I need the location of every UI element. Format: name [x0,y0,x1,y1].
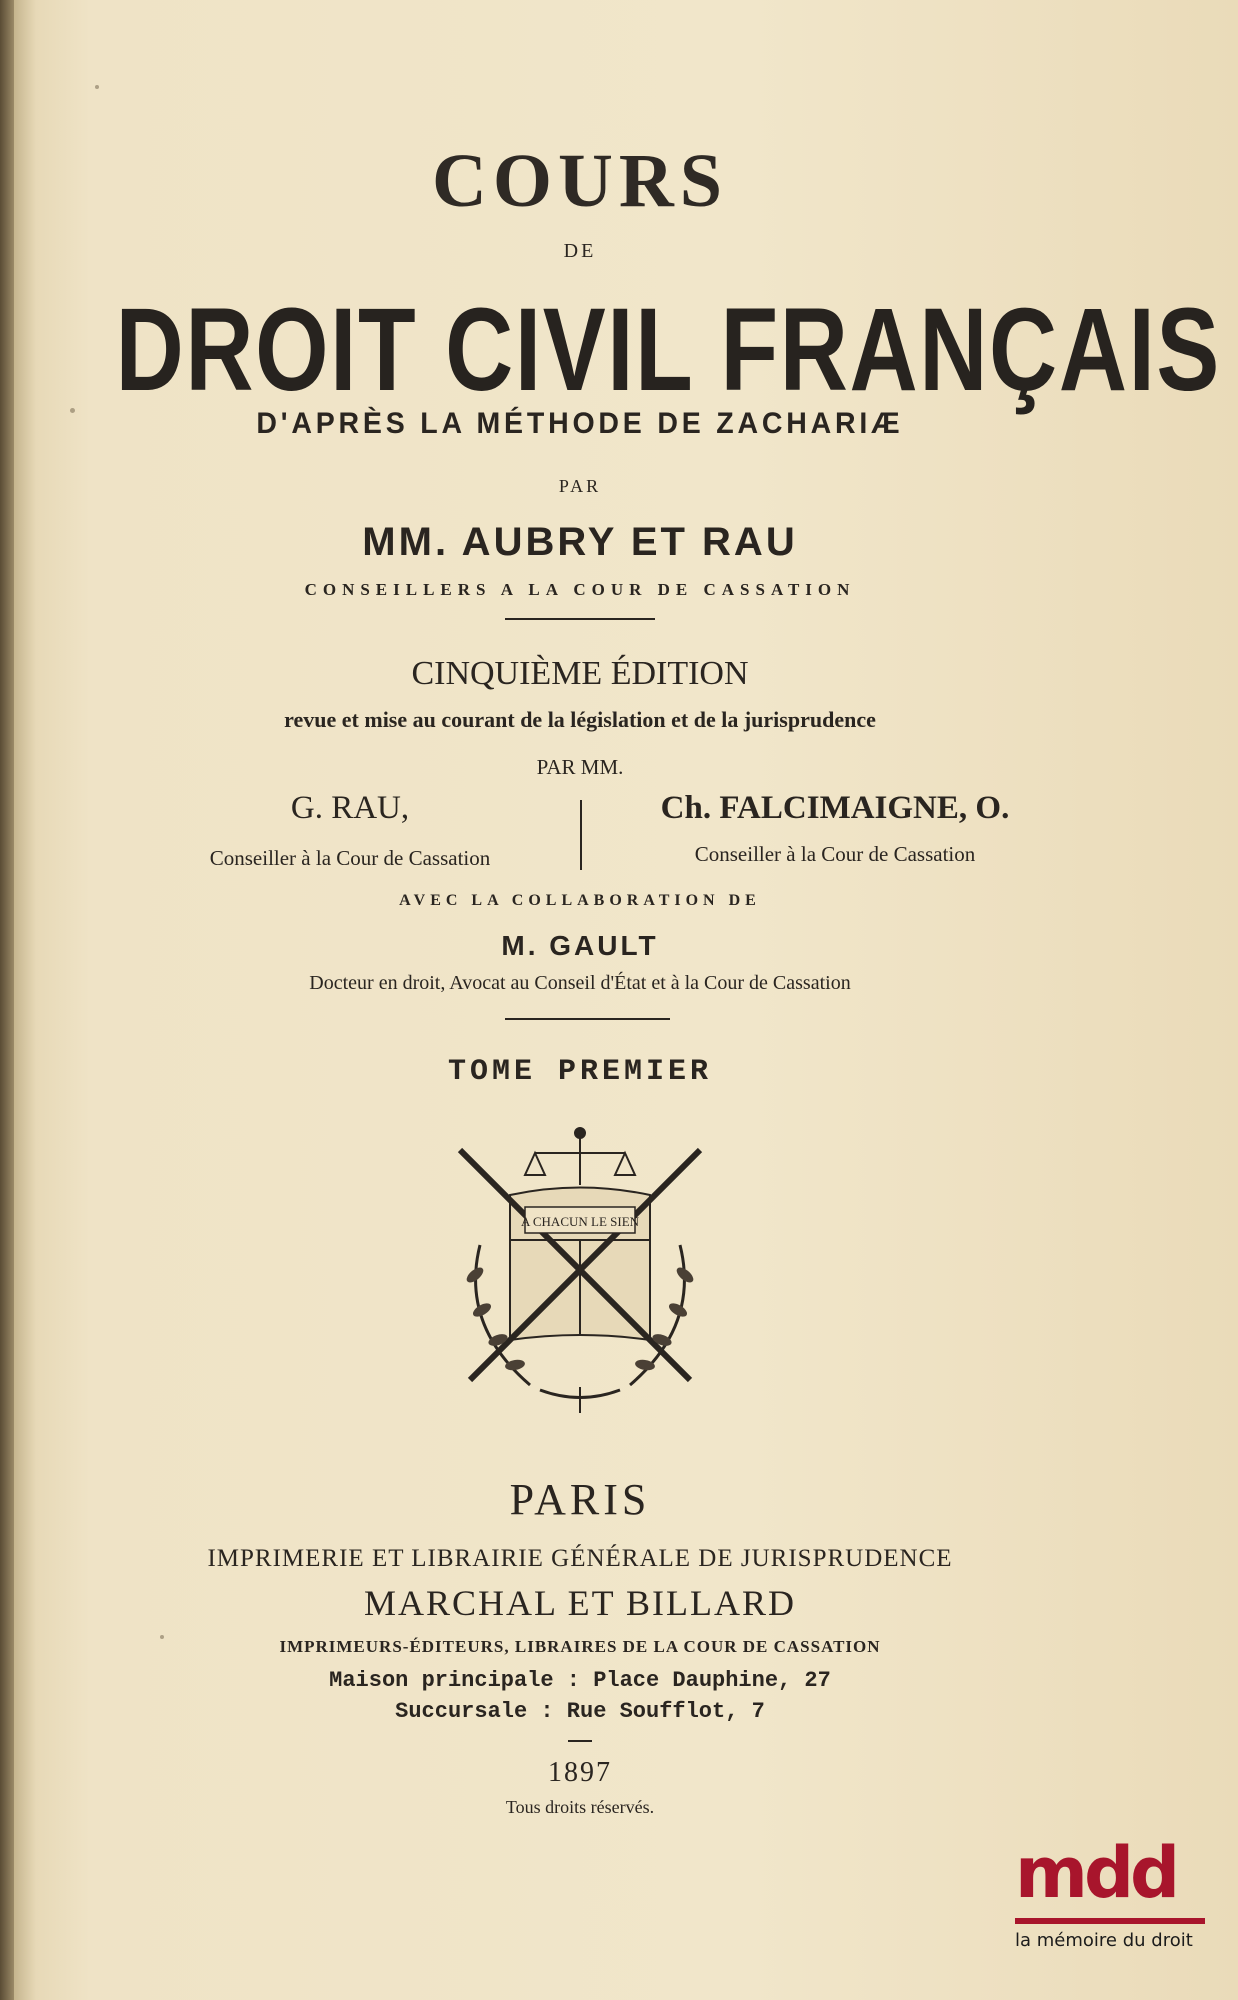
editor2-name: Ch. FALCIMAIGNE, O. [660,790,1010,826]
authors-role: CONSEILLERS A LA COUR DE CASSATION [304,580,856,599]
publisher-role: IMPRIMEURS-ÉDITEURS, LIBRAIRES DE LA COUR DE CASSATION [279,1637,881,1656]
paper-speck [95,85,99,89]
collaborator-title: Docteur en droit, Avocat au Conseil d'État et à la Cour de Cassation [309,972,851,994]
mdd-logo-bar [1015,1918,1205,1924]
paper-speck [160,1635,164,1639]
par-label: PAR [558,476,602,496]
collaborator-name: M. GAULT [501,930,659,961]
divider-rule [568,1740,592,1742]
title-de: DE [563,240,597,262]
publisher-imprimerie: IMPRIMERIE ET LIBRAIRIE GÉNÉRALE DE JURISPRUDENCE [207,1545,953,1572]
editors-par: PAR MM. [536,755,624,779]
editors-divider [580,800,582,870]
publisher-vignette-emblem [440,1125,720,1415]
edition-label: CINQUIÈME ÉDITION [411,655,749,692]
subtitle-methode: D'APRÈS LA MÉTHODE DE ZACHARIÆ [256,407,904,440]
collaboration-label: AVEC LA COLLABORATION DE [399,892,761,909]
authors-names: MM. AUBRY ET RAU [362,520,798,564]
title-main: DROIT CIVIL FRANÇAIS [115,284,1221,416]
publisher-city: PARIS [509,1475,651,1524]
mdd-logo-mark: mdd [1015,1832,1177,1914]
publisher-name: MARCHAL ET BILLARD [364,1583,796,1623]
edition-revue: revue et mise au courant de la législation et de la jurisprudence [284,707,876,732]
divider-rule [505,618,655,620]
paper-speck [70,408,75,413]
divider-rule [505,1018,670,1020]
editor1-name: G. RAU, [290,790,410,826]
editor2-title: Conseiller à la Cour de Cassation [694,842,976,866]
vignette-motto: A CHACUN LE SIEN [520,1214,640,1229]
publication-year: 1897 [548,1757,612,1788]
mdd-logo-text: la mémoire du droit [1015,1930,1193,1951]
publisher-succursale: Succursale : Rue Soufflot, 7 [395,1699,765,1724]
tome-label: TOME PREMIER [447,1055,713,1089]
publisher-maison: Maison principale : Place Dauphine, 27 [329,1668,831,1693]
rights-notice: Tous droits réservés. [505,1797,655,1817]
title-cours: COURS [431,139,729,223]
editor1-title: Conseiller à la Cour de Cassation [209,846,491,870]
